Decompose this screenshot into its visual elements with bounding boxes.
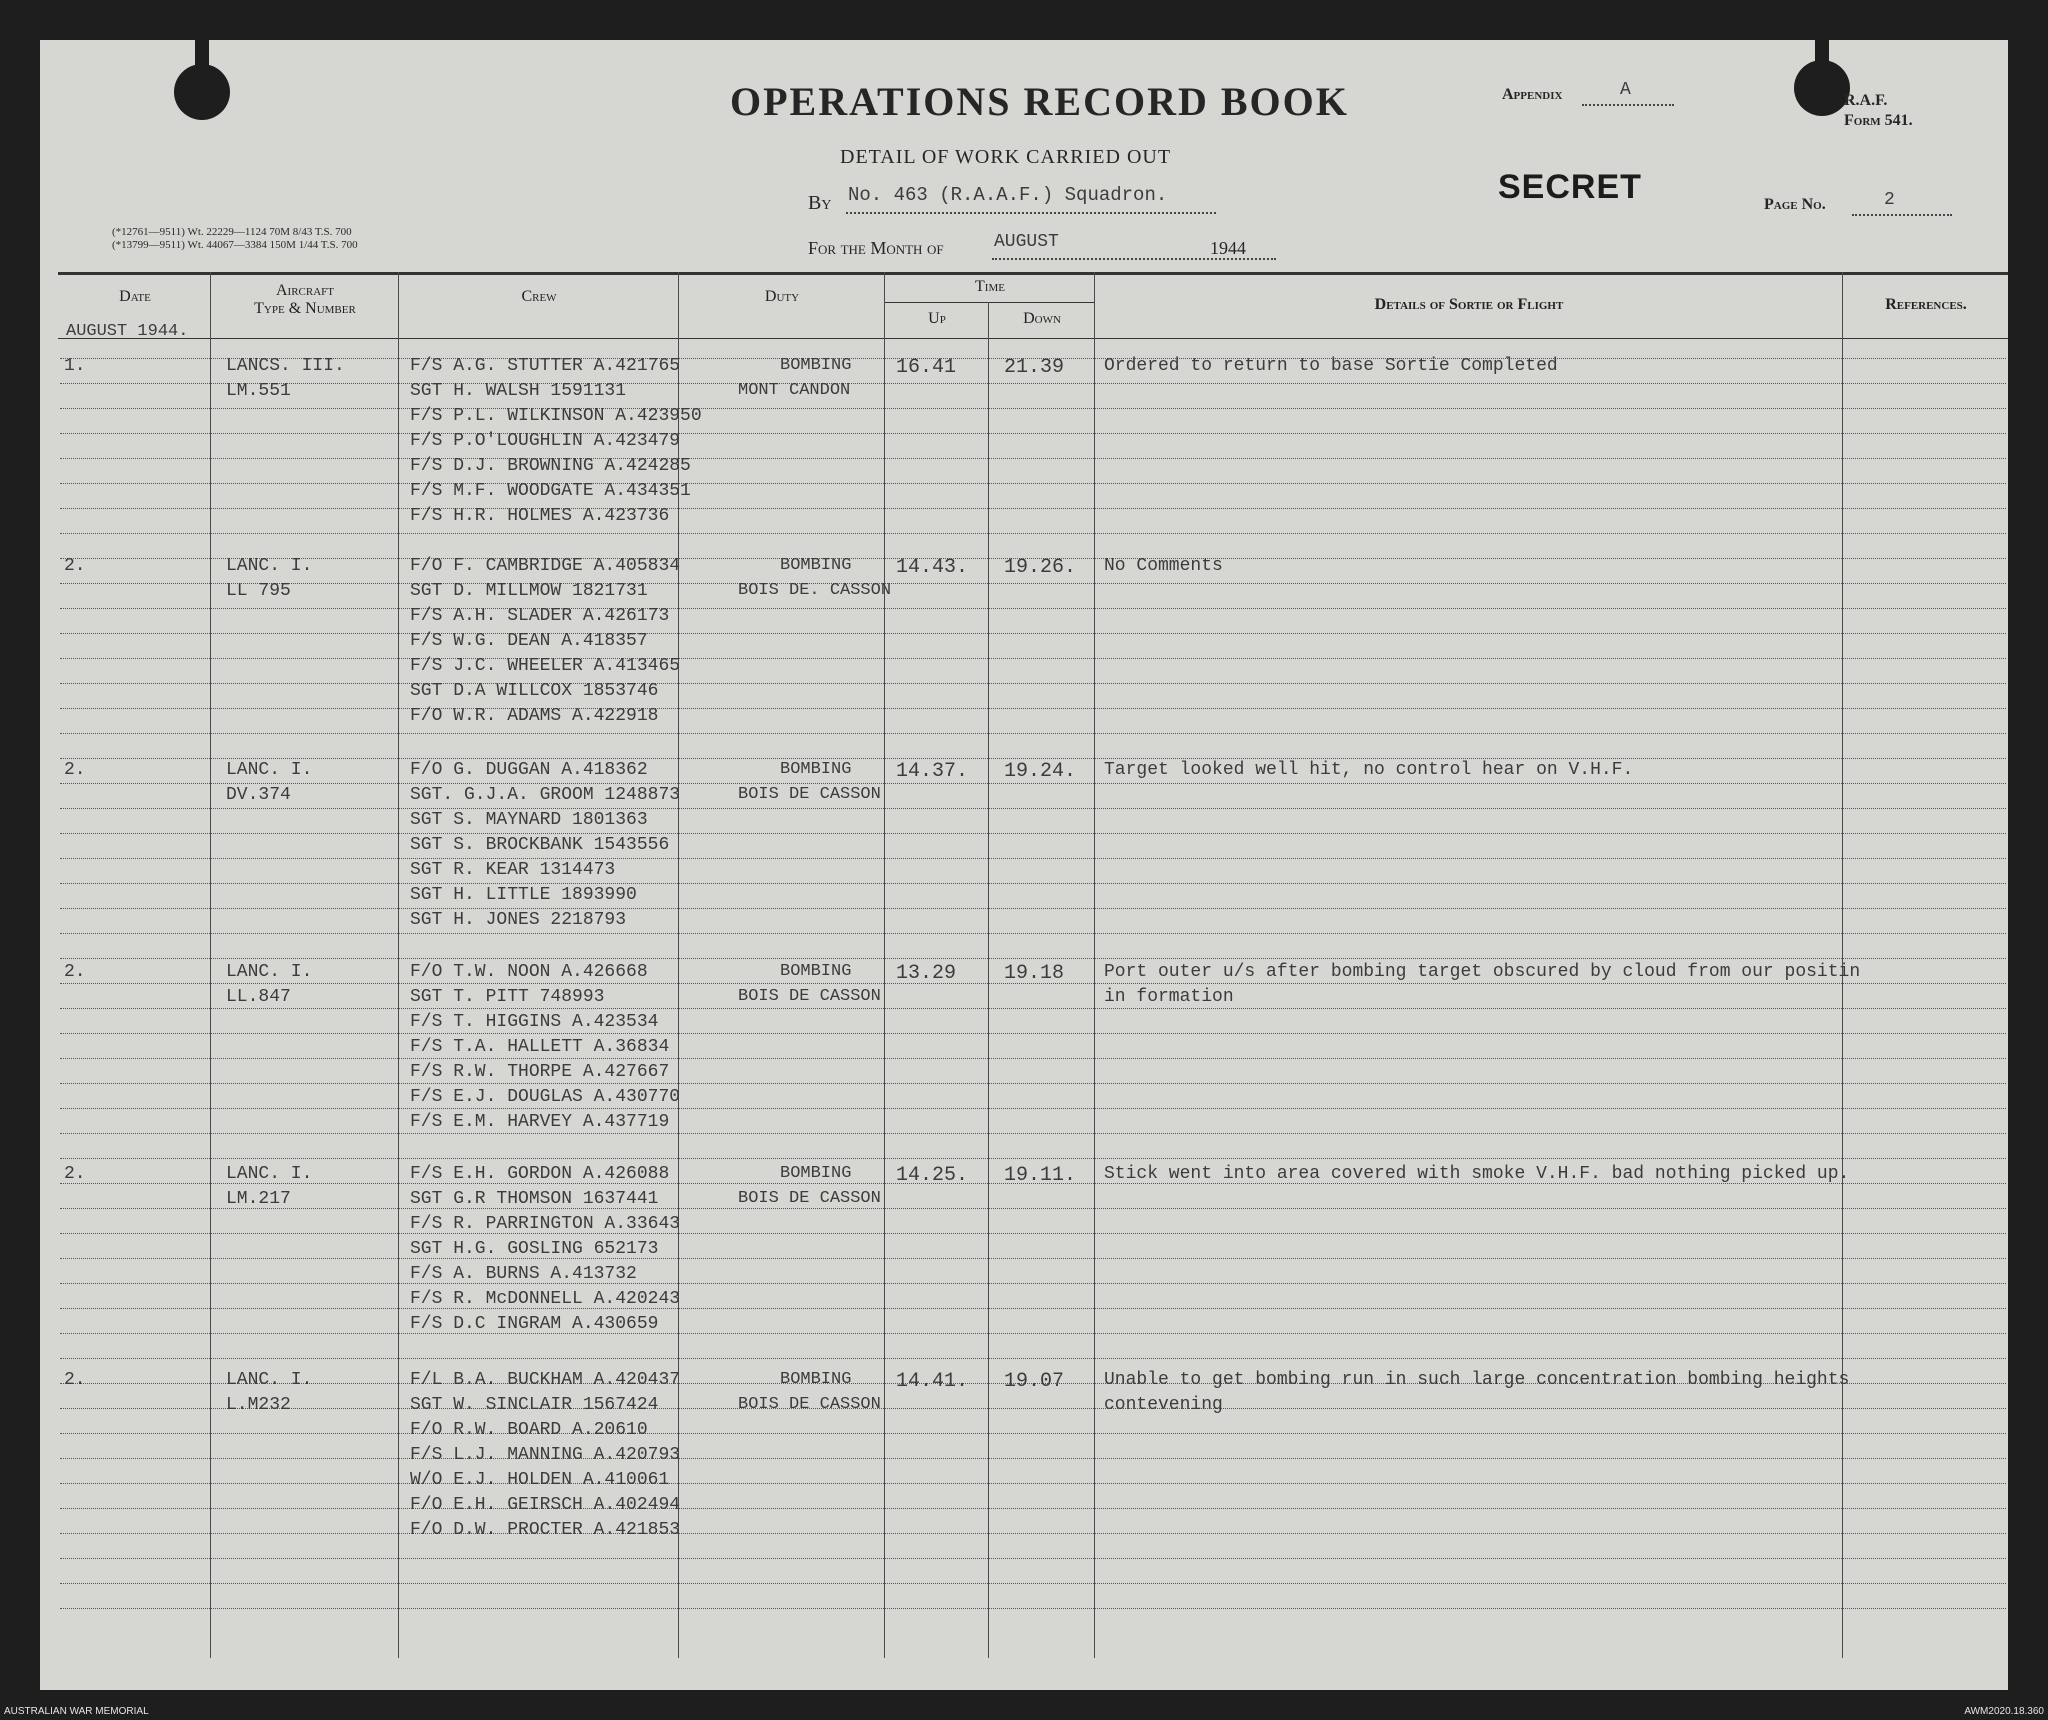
entry-date: 2. (64, 1164, 86, 1184)
ruled-line (60, 1458, 2006, 1459)
col-header-aircraft: Aircraft (275, 282, 334, 299)
entry-crew-member: F/S R. PARRINGTON A.33643 (410, 1214, 681, 1234)
page-number-label: Page No. (1764, 196, 1826, 213)
entry-crew-member: F/S A.G. STUTTER A.421765 (410, 356, 681, 376)
ruled-line (60, 1583, 2006, 1584)
col-header-up: Up (928, 310, 946, 327)
col-divider-aircraft (398, 272, 399, 1658)
entry-aircraft-type: LANC. I. (226, 1164, 313, 1184)
ruled-line (60, 583, 2006, 584)
entry-crew-member: F/S E.H. GORDON A.426088 (410, 1164, 670, 1184)
entry-crew-member: F/S E.M. HARVEY A.437719 (410, 1112, 670, 1132)
entry-date: 2. (64, 1370, 86, 1390)
entry-crew-member: SGT H. LITTLE 1893990 (410, 885, 637, 905)
year-value: 1944 (1210, 238, 1246, 258)
ruled-line (60, 1358, 2006, 1359)
entry-aircraft-number: LL.847 (226, 987, 291, 1007)
entry-time-up: 16.41 (896, 356, 957, 379)
entry-time-up: 14.37. (896, 760, 969, 783)
entry-crew-member: F/O D.W. PROCTER A.421853 (410, 1520, 681, 1540)
appendix-value: A (1620, 80, 1631, 100)
month-value: AUGUST (994, 232, 1059, 252)
ruled-line (60, 1058, 2006, 1059)
ruled-line (60, 533, 2006, 534)
table-top-rule (58, 272, 2008, 275)
time-header-rule (884, 302, 1094, 303)
entry-crew-member: F/S P.L. WILKINSON A.423950 (410, 406, 702, 426)
squadron-dotline (846, 212, 1216, 214)
entry-crew-member: F/S W.G. DEAN A.418357 (410, 631, 648, 651)
entry-details: Port outer u/s after bombing target obscured by cloud from our positin (1104, 962, 1861, 982)
col-header-details: Details of Sortie or Flight (1374, 296, 1564, 313)
col-divider-duty (884, 272, 885, 1658)
entry-crew-member: F/S A.H. SLADER A.426173 (410, 606, 670, 626)
ruled-line (60, 383, 2006, 384)
ruled-line (60, 1608, 2006, 1609)
secret-stamp: SECRET (1498, 168, 1642, 206)
ruled-line (60, 958, 2006, 959)
ruled-line (60, 458, 2006, 459)
ruled-line (60, 708, 2006, 709)
entry-details: Target looked well hit, no control hear on V.H.F. (1104, 760, 1634, 780)
entry-crew-member: F/O F. CAMBRIDGE A.405834 (410, 556, 681, 576)
col-divider-date (210, 272, 211, 1658)
entry-duty: BOMBING (780, 962, 852, 981)
ruled-line (60, 1333, 2006, 1334)
punch-hole-right (1794, 60, 1850, 116)
ruled-line (60, 1558, 2006, 1559)
ruled-line (60, 1108, 2006, 1109)
ruled-line (60, 858, 2006, 859)
appendix-label: Appendix (1502, 86, 1563, 103)
ruled-line (60, 408, 2006, 409)
entry-date: 1. (64, 356, 86, 376)
entry-crew-member: F/S R.W. THORPE A.427667 (410, 1062, 670, 1082)
entry-duty: BOMBING (780, 556, 852, 575)
entry-crew-member: F/O E.H. GEIRSCH A.402494 (410, 1495, 681, 1515)
ruled-line (60, 733, 2006, 734)
ruled-line (60, 1408, 2006, 1409)
entry-aircraft-number: LL 795 (226, 581, 291, 601)
entry-crew-member: F/S D.J. BROWNING A.424285 (410, 456, 691, 476)
ruled-line (60, 808, 2006, 809)
entry-time-down: 19.07 (1004, 1370, 1065, 1393)
entry-duty: BOMBING (780, 1164, 852, 1183)
col-divider-up (988, 302, 989, 1658)
entry-crew-member: SGT W. SINCLAIR 1567424 (410, 1395, 659, 1415)
squadron-name: No. 463 (R.A.A.F.) Squadron. (848, 184, 1168, 206)
entry-duty: BOMBING (780, 760, 852, 779)
ruled-line (60, 1008, 2006, 1009)
appendix-dotline (1582, 104, 1674, 106)
col-header-aircraft-type: Type & Number (254, 300, 356, 317)
entry-aircraft-type: LANC. I. (226, 760, 313, 780)
ruled-line (60, 1208, 2006, 1209)
ruled-line (60, 1158, 2006, 1159)
col-header-time: Time (975, 278, 1005, 295)
entry-date: 2. (64, 556, 86, 576)
entry-crew-member: SGT G.R THOMSON 1637441 (410, 1189, 659, 1209)
entry-date: 2. (64, 760, 86, 780)
page-subtitle: DETAIL OF WORK CARRIED OUT (840, 146, 1172, 168)
col-header-duty: Duty (764, 288, 800, 305)
ruled-line (60, 608, 2006, 609)
ruled-line (60, 933, 2006, 934)
ruled-line (60, 758, 2006, 759)
entry-crew-member: SGT H. WALSH 1591131 (410, 381, 627, 401)
page-title: OPERATIONS RECORD BOOK (730, 79, 1349, 124)
entry-details: No Comments (1104, 556, 1223, 576)
entry-duty-target: BOIS DE. CASSON (738, 581, 892, 600)
entry-crew-member: F/S T.A. HALLETT A.36834 (410, 1037, 670, 1057)
entry-aircraft-type: LANC. I. (226, 556, 313, 576)
entry-duty-target: BOIS DE CASSON (738, 1189, 881, 1208)
col-header-down: Down (1023, 310, 1061, 327)
entry-details: in formation (1104, 987, 1234, 1007)
entry-duty-target: BOIS DE CASSON (738, 1395, 881, 1414)
ruled-line (60, 1533, 2006, 1534)
entry-crew-member: SGT. G.J.A. GROOM 1248873 (410, 785, 681, 805)
by-label: By (808, 192, 832, 214)
entry-time-down: 19.26. (1004, 556, 1077, 579)
entry-details: Stick went into area covered with smoke V.H.F. bad nothing picked up. (1104, 1164, 1850, 1184)
page-number-value: 2 (1884, 190, 1895, 210)
entry-crew-member: F/S J.C. WHEELER A.413465 (410, 656, 681, 676)
entry-crew-member: SGT H.G. GOSLING 652173 (410, 1239, 659, 1259)
month-label: For the Month of (808, 238, 944, 258)
entry-time-up: 14.25. (896, 1164, 969, 1187)
print-code-2: (*13799—9511) Wt. 44067—3384 150M 1/44 T.S. 700 (112, 239, 358, 251)
entry-crew-member: F/S D.C INGRAM A.430659 (410, 1314, 659, 1334)
punch-hole-left (174, 64, 230, 120)
ruled-line (60, 1083, 2006, 1084)
entry-crew-member: SGT R. KEAR 1314473 (410, 860, 616, 880)
entry-crew-member: F/S R. McDONNELL A.420243 (410, 1289, 681, 1309)
entry-duty-target: BOIS DE CASSON (738, 785, 881, 804)
entry-time-down: 21.39 (1004, 356, 1065, 379)
entry-crew-member: F/L B.A. BUCKHAM A.420437 (410, 1370, 681, 1390)
ruled-line (60, 1283, 2006, 1284)
entry-time-down: 19.18 (1004, 962, 1065, 985)
entry-crew-member: SGT S. MAYNARD 1801363 (410, 810, 648, 830)
page-number-dotline (1852, 214, 1952, 216)
ruled-line (60, 1433, 2006, 1434)
entry-crew-member: F/S L.J. MANNING A.420793 (410, 1445, 681, 1465)
entry-date: 2. (64, 962, 86, 982)
ruled-line (60, 883, 2006, 884)
month-heading: AUGUST 1944. (66, 322, 189, 341)
ruled-line (60, 1483, 2006, 1484)
table-header-rule (58, 338, 2008, 339)
entry-duty-target: MONT CANDON (738, 381, 851, 400)
entry-crew-member: F/O T.W. NOON A.426668 (410, 962, 648, 982)
ruled-line (60, 658, 2006, 659)
entry-crew-member: SGT D. MILLMOW 1821731 (410, 581, 648, 601)
col-header-references: References. (1885, 296, 1967, 313)
ruled-line (60, 1233, 2006, 1234)
entry-aircraft-type: LANC. I. (226, 1370, 313, 1390)
raf-label: R.A.F. (1844, 92, 1888, 109)
entry-crew-member: F/O R.W. BOARD A.20610 (410, 1420, 648, 1440)
form-label: Form 541. (1844, 112, 1913, 129)
entry-details: Ordered to return to base Sortie Completed (1104, 356, 1558, 376)
entry-crew-member: F/S P.O'LOUGHLIN A.423479 (410, 431, 681, 451)
entry-crew-member: SGT D.A WILLCOX 1853746 (410, 681, 659, 701)
ruled-line (60, 483, 2006, 484)
entry-crew-member: SGT H. JONES 2218793 (410, 910, 627, 930)
entry-time-down: 19.24. (1004, 760, 1077, 783)
footer-source: AUSTRALIAN WAR MEMORIAL (4, 1706, 149, 1717)
ruled-line (60, 433, 2006, 434)
footer-accession: AWM2020.18.360 (1964, 1706, 2044, 1717)
ruled-line (60, 783, 2006, 784)
entry-crew-member: F/S E.J. DOUGLAS A.430770 (410, 1087, 681, 1107)
entry-crew-member: SGT S. BROCKBANK 1543556 (410, 835, 670, 855)
entry-crew-member: SGT T. PITT 748993 (410, 987, 605, 1007)
ruled-line (60, 1133, 2006, 1134)
ruled-line (60, 633, 2006, 634)
entry-duty-target: BOIS DE CASSON (738, 987, 881, 1006)
col-divider-down (1094, 272, 1095, 1658)
entry-crew-member: F/S H.R. HOLMES A.423736 (410, 506, 670, 526)
entry-duty: BOMBING (780, 1370, 852, 1389)
entry-aircraft-number: DV.374 (226, 785, 291, 805)
entry-aircraft-number: LM.551 (226, 381, 291, 401)
entry-time-down: 19.11. (1004, 1164, 1077, 1187)
entry-crew-member: F/S A. BURNS A.413732 (410, 1264, 637, 1284)
entry-time-up: 14.43. (896, 556, 969, 579)
entry-crew-member: F/O G. DUGGAN A.418362 (410, 760, 648, 780)
entry-details: Unable to get bombing run in such large concentration bombing heights (1104, 1370, 1850, 1390)
entry-crew-member: F/O W.R. ADAMS A.422918 (410, 706, 659, 726)
col-header-date: Date (119, 288, 151, 305)
entry-crew-member: W/O E.J. HOLDEN A.410061 (410, 1470, 670, 1490)
entry-aircraft-number: LM.217 (226, 1189, 291, 1209)
ruled-line (60, 1033, 2006, 1034)
ruled-line (60, 683, 2006, 684)
entry-time-up: 14.41. (896, 1370, 969, 1393)
entry-duty: BOMBING (780, 356, 852, 375)
entry-crew-member: F/S T. HIGGINS A.423534 (410, 1012, 659, 1032)
entry-aircraft-type: LANC. I. (226, 962, 313, 982)
ruled-line (60, 1258, 2006, 1259)
ruled-line (60, 1508, 2006, 1509)
entry-crew-member: F/S M.F. WOODGATE A.434351 (410, 481, 691, 501)
ruled-line (60, 1308, 2006, 1309)
entry-aircraft-type: LANCS. III. (226, 356, 345, 376)
entry-details: contevening (1104, 1395, 1223, 1415)
entry-aircraft-number: L.M232 (226, 1395, 291, 1415)
col-header-crew: Crew (521, 288, 557, 305)
ruled-line (60, 508, 2006, 509)
ruled-line (60, 908, 2006, 909)
ruled-line (60, 833, 2006, 834)
print-code-1: (*12761—9511) Wt. 22229—1124 70M 8/43 T.S. 700 (112, 226, 352, 238)
entry-time-up: 13.29 (896, 962, 957, 985)
